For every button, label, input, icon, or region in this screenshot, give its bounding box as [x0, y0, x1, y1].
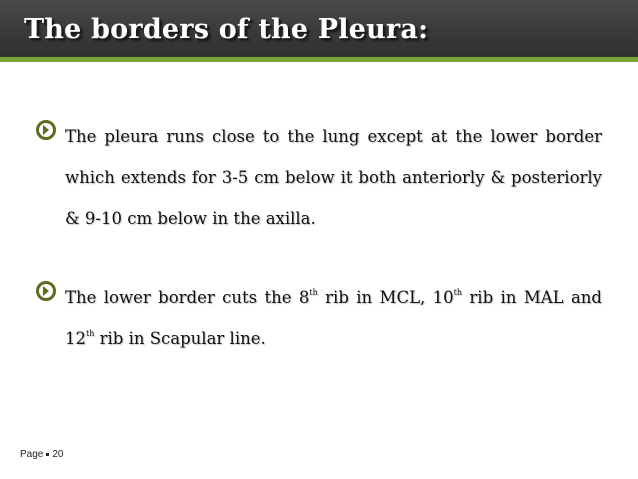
title-bar [0, 0, 638, 62]
bullet-item-2 [36, 277, 606, 359]
page-label: Page [20, 449, 44, 460]
slide-title: The borders of the Pleura: [24, 14, 429, 45]
bullet-2-part: rib in Scapular line. [94, 329, 266, 348]
ordinal-suffix: th [309, 288, 318, 297]
bullet-text-1: The pleura runs close to the lung except at the lower border which extends for 3-5 cm below it both anteriorly & posteriorly & 9-10 cm below in the axilla. [65, 127, 602, 228]
bullet-item-1 [36, 116, 606, 239]
bullet-2-part: The lower border cuts the 8 [65, 288, 310, 307]
bullet-text-2 [65, 277, 602, 359]
page-number-value: 20 [52, 449, 64, 460]
separator-dot-icon [46, 453, 49, 456]
circle-arrow-bullet-icon [36, 281, 56, 301]
circle-arrow-bullet-icon [36, 120, 56, 140]
ordinal-suffix: th [453, 288, 463, 297]
bullet-2-part: rib in MCL, 10 [317, 288, 454, 307]
ordinal-suffix: th [86, 329, 95, 338]
bullet-2-part: rib in MAL and 12 [65, 288, 602, 348]
page-number [20, 449, 63, 460]
title-accent-line [0, 57, 638, 62]
